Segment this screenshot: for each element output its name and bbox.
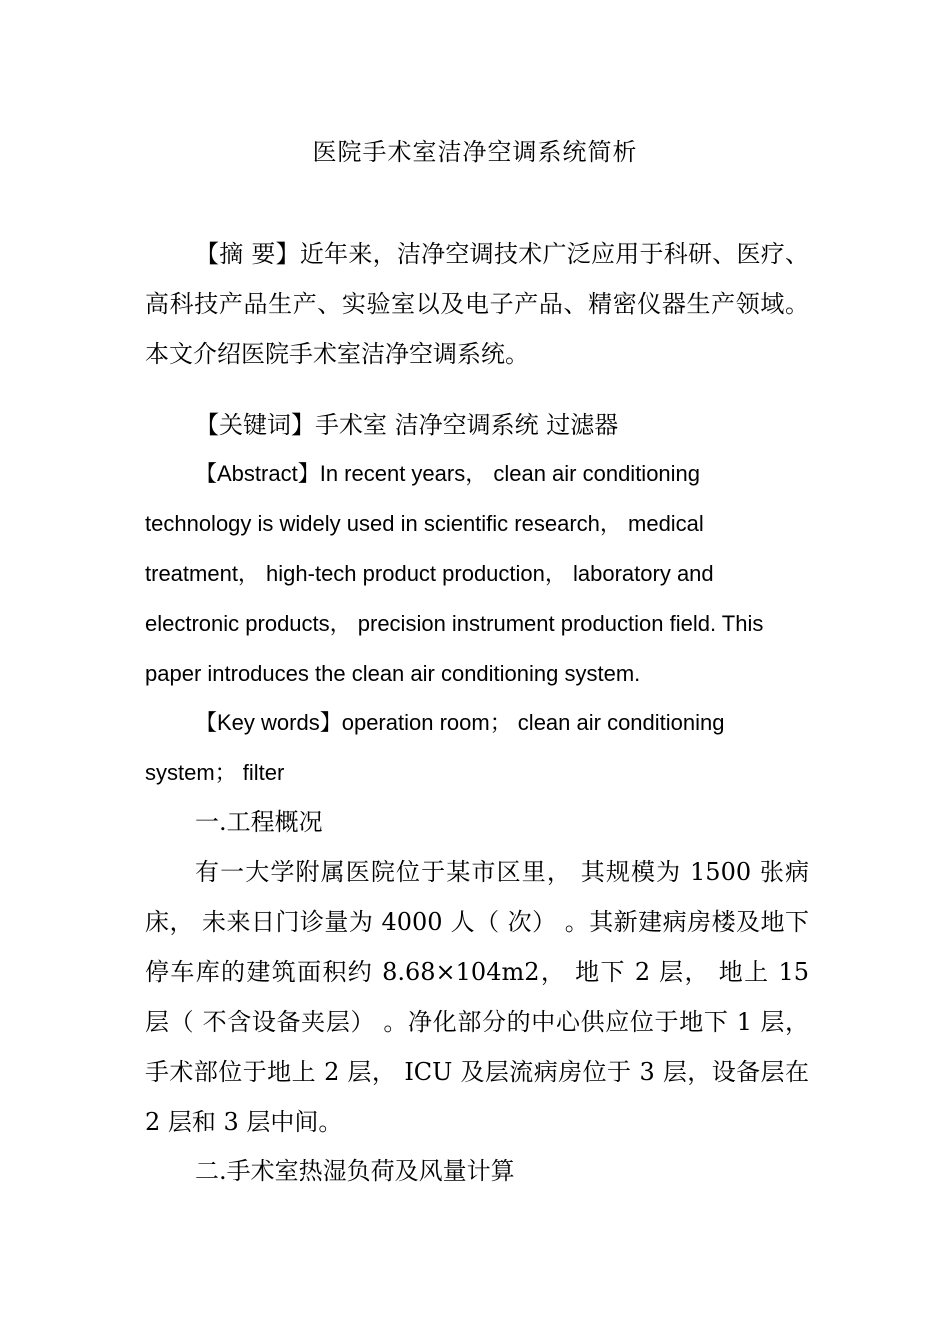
abstract-en-text: In recent years， clean air conditioning technology is widely used in scientific research， medical treatment， high-tech product production， laboratory and electronic products， precision instrument production field. This paper introduces the clean air conditioning system.	[145, 461, 764, 686]
keywords-en-label: 【Key words】	[195, 710, 342, 735]
keywords-en-text: operation room； clean air conditioning system； filter	[145, 710, 725, 785]
abstract-cn-paragraph	[145, 229, 809, 379]
abstract-cn-label: 【摘 要】	[195, 240, 300, 268]
keywords-cn-paragraph	[145, 400, 809, 450]
abstract-en-label: 【Abstract】	[195, 461, 320, 486]
abstract-en-paragraph	[145, 449, 795, 699]
keywords-cn-label: 【关键词】	[195, 411, 315, 439]
keywords-cn-text: 手术室 洁净空调系统 过滤器	[315, 411, 619, 439]
abstract-cn-text: 近年来，洁净空调技术广泛应用于科研、医疗、高科技产品生产、实验室以及电子产品、精密仪器生产领域。本文介绍医院手术室洁净空调系统。	[145, 240, 809, 368]
section2-heading: 二.手术室热湿负荷及风量计算	[195, 1157, 515, 1185]
document-title: 医院手术室洁净空调系统简析	[312, 138, 638, 166]
section1-heading: 一.工程概况	[195, 808, 323, 836]
section1-body: 有一大学附属医院位于某市区里， 其规模为 1500 张病床， 未来日门诊量为 4000 人（ 次） 。其新建病房楼及地下停车库的建筑面积约 8.68×104m2， 地下 2 层， 地上 15 层（ 不含设备夹层） 。净化部分的中心供应位于地下 1 层， 手术部位于地上 2 层， ICU 及层流病房位于 3 层，设备层在 2 层和 3 层中间。	[145, 858, 809, 1136]
keywords-en-paragraph	[145, 698, 795, 798]
